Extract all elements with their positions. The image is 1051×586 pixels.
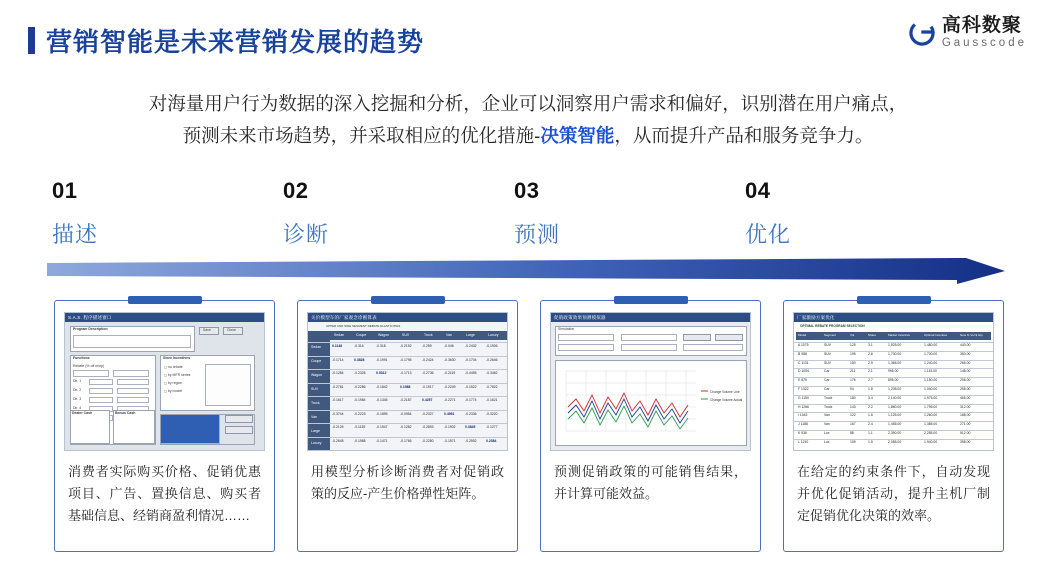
- matrix-cell: -0.2119: [444, 371, 456, 375]
- table-cell: 312.00: [960, 404, 971, 409]
- field-dir2-val[interactable]: [117, 388, 149, 394]
- step-item-03: [514, 178, 745, 249]
- table-row-divider: [794, 439, 993, 440]
- table-cell: 1,455.00: [888, 422, 902, 427]
- step-label: 优化: [745, 222, 792, 247]
- matrix-cell: -0.2592: [465, 438, 477, 443]
- step-item-02: [283, 178, 514, 249]
- screenshot-titlebar: 促销政策效果预测模拟器: [551, 313, 750, 322]
- matrix-cell: -0.1139: [354, 425, 366, 429]
- table-cell: 176: [850, 378, 856, 383]
- table-cell: 465.00: [960, 395, 971, 400]
- table-row-divider: [794, 386, 993, 387]
- table-cell: L 1210: [798, 439, 809, 444]
- matrix-row-divider: [308, 383, 507, 384]
- table-cell: 1.1: [868, 431, 873, 435]
- table-cell: 1,730.00: [888, 351, 902, 356]
- matrix-cell: -0.046: [444, 344, 454, 348]
- card-caption: 用模型分析诊断消费者对促销政策的反应-产生价格弹性矩阵。: [311, 464, 504, 501]
- table-header-cell: Vol: [850, 333, 855, 337]
- table-cell: 995.00: [888, 369, 899, 374]
- table-row-divider: [794, 377, 993, 378]
- card-predict[interactable]: [540, 300, 761, 552]
- step-number: 02: [283, 178, 309, 203]
- list-incentives[interactable]: [205, 364, 251, 406]
- table-cell: 2,055.00: [888, 439, 902, 444]
- table-cell: 2.1: [868, 369, 873, 374]
- table-cell: 255.00: [960, 387, 971, 391]
- table-cell: 1,860.00: [888, 404, 902, 409]
- table-cell: Truck: [824, 404, 833, 409]
- matrix-cell: 0.1148: [332, 344, 343, 348]
- table-cell: 206.00: [960, 378, 971, 383]
- intro-highlight: 决策智能: [540, 125, 615, 146]
- field-rebate[interactable]: [73, 370, 109, 377]
- chart-area: [555, 360, 747, 446]
- screenshot-program-description: [64, 312, 265, 451]
- table-cell: 1,480.00: [924, 343, 938, 347]
- table-cell: 109: [850, 439, 856, 444]
- table-cell: Car: [824, 378, 830, 383]
- matrix-col-5: Truck: [424, 333, 433, 337]
- label-function-row-1: Rebate (% off msrp): [73, 364, 105, 368]
- matrix-row-divider: [308, 410, 507, 411]
- table-header-cell: Model: [798, 333, 807, 337]
- table-cell: 180: [850, 395, 856, 400]
- matrix-cell: -0.2187: [400, 398, 412, 402]
- matrix-cell: -0.1947: [376, 425, 388, 429]
- table-cell: 2.7: [868, 378, 873, 383]
- label-function-row-4: Dir. 3: [73, 397, 82, 401]
- matrix-cell: -0.2893: [422, 425, 434, 429]
- label-incentive-opt-1: ◻ no rebate: [164, 365, 183, 369]
- table-cell: 211: [850, 369, 856, 374]
- matrix-cell: 0.2384: [486, 438, 497, 443]
- table-header-cell: New % Vol $ Grp: [960, 333, 983, 337]
- matrix-row-6: Van: [311, 415, 317, 419]
- matrix-cell: -0.259: [422, 344, 432, 348]
- matrix-cell: -0.2286: [354, 384, 366, 389]
- matrix-row-1: Sedan: [311, 345, 322, 349]
- table-cell: C 1131: [798, 360, 809, 365]
- table-cell: G 1150: [798, 395, 809, 400]
- card-caption: 消费者实际购买价格、促销优惠项目、广告、置换信息、购买者基础信息、经销商盈利情况……: [68, 464, 261, 523]
- matrix-row-7: Large: [311, 429, 320, 433]
- field-dir1-val[interactable]: [117, 379, 149, 385]
- card-tab: [371, 296, 445, 304]
- table-cell: A 1075: [798, 343, 809, 347]
- label-function-row-2: Dir. 1: [73, 379, 82, 383]
- matrix-row-5: Truck: [311, 401, 320, 405]
- table-cell: 1,385.00: [924, 422, 938, 427]
- screenshot-titlebar: S.A.S. 程序描述窗口: [65, 313, 264, 322]
- table-header-cell: Share: [868, 333, 877, 337]
- matrix-col-7: Large: [466, 333, 475, 337]
- label-functions: Functions: [73, 356, 90, 360]
- arrow-icon: [47, 258, 1005, 284]
- matrix-cell: -0.3220: [486, 411, 498, 416]
- card-tab: [614, 296, 688, 304]
- matrix-col-3: Wagon: [378, 333, 389, 337]
- table-row-divider: [794, 404, 993, 405]
- table-cell: 1,795.00: [924, 404, 938, 409]
- screenshot-elasticity-matrix: [307, 312, 508, 451]
- table-cell: 125: [850, 343, 856, 347]
- intro-line-2: [52, 120, 1004, 152]
- table-cell: SUV: [824, 343, 831, 347]
- table-cell: 167: [850, 422, 856, 427]
- label-incentive-opt-4: ◻ by model: [164, 389, 183, 393]
- title-accent-bar: [28, 27, 35, 54]
- matrix-cell: 0.4991: [444, 411, 455, 416]
- table-cell: 2,140.00: [888, 395, 902, 400]
- matrix-row-divider: [308, 396, 507, 397]
- table-cell: Car: [824, 387, 830, 391]
- table-row-divider: [794, 395, 993, 396]
- matrix-cell: -0.1906: [486, 344, 498, 348]
- table-row-divider: [794, 421, 993, 422]
- select-region[interactable]: [621, 344, 677, 351]
- table-cell: Car: [824, 369, 830, 374]
- label-incentive-opt-2: ◻ by MFR series: [164, 373, 191, 377]
- matrix-cell: -0.2271: [444, 398, 456, 402]
- table-cell: 150: [850, 360, 856, 365]
- matrix-row-labels: [308, 340, 330, 450]
- screenshot-body: [65, 322, 264, 450]
- step-number: 01: [52, 178, 78, 203]
- matrix-cell: -0.1895: [376, 411, 388, 416]
- table-cell: 1,700.00: [924, 351, 938, 356]
- table-cell: 1,125.00: [888, 413, 902, 418]
- screenshot-simulator: [550, 312, 751, 451]
- table-cell: 512.00: [960, 431, 971, 435]
- svg-text:Change Volume Actual: Change Volume Actual: [710, 398, 743, 402]
- table-cell: 350.00: [960, 351, 971, 356]
- matrix-cell: -0.2336: [465, 411, 477, 416]
- page-title: 营销智能是未来营销发展的趋势: [46, 26, 425, 57]
- table-subtitle: OPTIMAL REBATE PROGRAM SELECTION: [800, 324, 865, 328]
- matrix-cell: -0.1917: [422, 384, 434, 389]
- matrix-cell: -0.2424: [422, 357, 434, 362]
- field-description: [73, 335, 191, 348]
- matrix-row-4: SUV: [311, 387, 319, 391]
- table-cell: F 1322: [798, 387, 809, 391]
- table-cell: 1,115.00: [924, 369, 937, 374]
- table-header-cell: Optimal Incentive: [924, 333, 948, 337]
- matrix-cell: -0.2648: [332, 438, 344, 443]
- table-cell: E 875: [798, 378, 807, 383]
- table-cell: 148.00: [960, 369, 971, 374]
- matrix-cell: -0.1277: [486, 425, 498, 429]
- button-run[interactable]: [683, 334, 711, 341]
- table-cell: 1,205.00: [888, 387, 902, 391]
- field-dir3[interactable]: [89, 397, 113, 403]
- card-describe[interactable]: [54, 300, 275, 552]
- page-header: [28, 15, 1027, 60]
- step-item-01: [52, 178, 283, 249]
- matrix-cell: -0.2280: [422, 438, 434, 443]
- screenshot-body: [308, 322, 507, 450]
- matrix-row-2: Coupe: [311, 359, 322, 363]
- step-number: 04: [745, 178, 771, 203]
- matrix-row-divider: [308, 369, 507, 370]
- matrix-cell: -0.1774: [465, 398, 477, 402]
- matrix-col-2: Coupe: [356, 333, 367, 337]
- matrix-cell: -0.1571: [444, 438, 456, 443]
- matrix-col-4: SUV: [402, 333, 410, 337]
- table-cell: Van: [824, 422, 830, 427]
- table-cell: 2.4: [868, 422, 873, 427]
- select-model[interactable]: [558, 344, 614, 351]
- table-cell: 1,240.00: [924, 360, 938, 365]
- table-cell: H 1266: [798, 404, 809, 409]
- table-row-divider: [794, 368, 993, 369]
- matrix-cell: -0.4495: [465, 371, 477, 375]
- card-tab: [128, 296, 202, 304]
- matrix-cell: -0.2249: [444, 384, 456, 389]
- table-cell: 2.6: [868, 351, 873, 356]
- matrix-cell: -0.1991: [376, 357, 388, 362]
- screenshot-body: [794, 322, 993, 450]
- field-dir1[interactable]: [89, 379, 113, 385]
- matrix-cell: 0.1988: [400, 384, 411, 389]
- matrix-cell: -0.3462: [486, 371, 498, 375]
- card-caption: 在给定的约束条件下，自动发现并优化促销活动，提升主机厂制定促销优化决策的效率。: [797, 464, 990, 523]
- table-cell: K 936: [798, 431, 807, 435]
- matrix-row-divider: [308, 342, 507, 343]
- table-cell: Truck: [824, 395, 833, 400]
- label-save: Save: [203, 328, 211, 332]
- brand-logo: [909, 16, 1027, 49]
- matrix-cell: 0.5312: [376, 371, 387, 375]
- matrix-cell: -0.7822: [486, 384, 498, 389]
- table-cell: 143: [850, 404, 856, 409]
- field-rebate-2[interactable]: [113, 370, 149, 377]
- matrix-cell: -0.1345: [376, 398, 388, 402]
- table-cell: 122: [850, 413, 856, 418]
- progress-arrow: [47, 258, 1005, 284]
- label-simulation: Simulation: [558, 327, 575, 331]
- matrix-cell: -0.1795: [400, 357, 412, 362]
- card-tab: [857, 296, 931, 304]
- table-cell: 1,975.00: [924, 395, 938, 400]
- table-cell: 1.6: [868, 413, 873, 418]
- card-list: [54, 300, 1004, 552]
- panel-msrp-change: [160, 414, 255, 445]
- table-row-divider: [794, 430, 993, 431]
- matrix-cell: -0.2646: [486, 357, 498, 362]
- table-cell: 271.00: [960, 422, 971, 427]
- button-reset[interactable]: [715, 334, 743, 341]
- matrix-cell: -0.2781: [332, 384, 344, 389]
- table-cell: SUV: [824, 360, 831, 365]
- step-label: 诊断: [283, 222, 330, 247]
- table-cell: 188.00: [960, 413, 971, 418]
- table-cell: 1,365.00: [888, 360, 902, 365]
- matrix-cell: -0.1617: [332, 398, 344, 402]
- label-dealer-cash: Dealer Cash: [72, 411, 93, 415]
- label-bonus-cash: Bonus Cash: [115, 411, 136, 415]
- matrix-cell: -0.1902: [444, 425, 456, 429]
- table-cell: Van: [824, 413, 830, 418]
- matrix-cell: -0.2327: [422, 411, 434, 416]
- matrix-col-8: Luxury: [488, 333, 499, 337]
- label-program-description: Program Description: [73, 327, 108, 331]
- table-cell: 440.00: [960, 343, 971, 347]
- table-row-divider: [794, 342, 993, 343]
- field-dir3-val[interactable]: [117, 397, 149, 403]
- screenshot-titlebar: 关价模型车的厂家观念诊断算表: [308, 313, 507, 322]
- table-cell: D 1004: [798, 369, 809, 374]
- brand-name-en: Gausscode: [941, 36, 1027, 49]
- table-cell: Lux: [824, 439, 830, 444]
- table-cell: 265.00: [960, 360, 971, 365]
- step-item-04: [745, 178, 976, 249]
- screenshot-titlebar: 厂家激励方案优化: [794, 313, 993, 322]
- table-cell: 2,390.00: [888, 431, 902, 435]
- table-cell: SUV: [824, 351, 831, 356]
- matrix-cell: -0.1988: [354, 438, 366, 443]
- matrix-row-divider: [308, 356, 507, 357]
- table-cell: 3.4: [868, 395, 873, 400]
- screenshot-body: [551, 322, 750, 450]
- step-number: 03: [514, 178, 540, 203]
- step-label: 预测: [514, 222, 561, 247]
- matrix-cell: -0.1713: [400, 371, 412, 375]
- card-diagnose[interactable]: [297, 300, 518, 552]
- select-period[interactable]: [621, 334, 677, 341]
- matrix-row-divider: [308, 437, 507, 438]
- matrix-cell: -0.3630: [444, 357, 456, 362]
- matrix-cell: -0.2328: [354, 371, 366, 375]
- matrix-cell: -0.3744: [332, 411, 344, 416]
- table-cell: 1,040.00: [924, 387, 938, 391]
- table-cell: 1.8: [868, 387, 873, 391]
- intro-line-2-post: ，从而提升产品和服务竞争力。: [614, 125, 874, 146]
- table-row-divider: [794, 360, 993, 361]
- matrix-cell: -0.318: [376, 344, 386, 348]
- table-cell: B 988: [798, 351, 807, 356]
- matrix-row-divider: [308, 423, 507, 424]
- matrix-cell: -0.2192: [400, 344, 412, 348]
- matrix-subtitle: UPPER AND SIDE SEGMENT REBATE ELASTICITIES: [326, 324, 401, 328]
- table-cell: J 1188: [798, 422, 808, 427]
- panel-simulation-controls: [555, 326, 747, 356]
- step-list: [52, 178, 1012, 249]
- svg-text:Change Volume Line: Change Volume Line: [710, 390, 740, 394]
- table-header-cell: Segment: [824, 333, 837, 337]
- matrix-cell: -0.1282: [400, 425, 412, 429]
- matrix-cell: -0.1284: [332, 371, 344, 375]
- table-cell: Lux: [824, 431, 830, 435]
- matrix-cell: -0.2736: [422, 371, 434, 375]
- field-result[interactable]: [683, 344, 743, 351]
- step-label: 描述: [52, 222, 99, 247]
- table-row-divider: [794, 351, 993, 352]
- intro-paragraph: [52, 88, 1004, 152]
- matrix-cell: -0.1471: [376, 438, 388, 443]
- brand-logo-text: [942, 16, 1027, 49]
- matrix-cell: 0.3828: [354, 357, 365, 362]
- label-function-row-5: Dir. 4: [73, 406, 82, 410]
- card-optimize[interactable]: [783, 300, 1004, 552]
- intro-line-2-pre: 预测未来市场趋势，并采取相应的优化措施-: [182, 125, 541, 146]
- intro-line-1: 对海量用户行为数据的深入挖掘和分析，企业可以洞察用户需求和偏好，识别潜在用户痛点，: [148, 93, 908, 114]
- table-header-cell: Market Incentive: [888, 333, 911, 337]
- matrix-cell: -0.1714: [332, 357, 344, 362]
- label-incentive-opt-3: ◻ by region: [164, 381, 183, 385]
- matrix-cell: -0.1621: [486, 398, 498, 402]
- field-dir2[interactable]: [89, 388, 113, 394]
- matrix-row-3: Wagon: [311, 373, 322, 377]
- gausscode-logo-icon: [909, 20, 935, 46]
- matrix-row-8: Luxury: [311, 441, 322, 445]
- matrix-cell: 0.4257: [422, 398, 433, 402]
- table-row-divider: [794, 412, 993, 413]
- matrix-cell: -0.316: [354, 344, 364, 348]
- matrix-cell: -0.1842: [376, 384, 388, 389]
- table-cell: 1,525.00: [888, 343, 902, 347]
- select-scenario[interactable]: [558, 334, 614, 341]
- table-cell: 2.2: [868, 404, 873, 409]
- table-cell: 1.5: [868, 439, 873, 444]
- matrix-cell: -0.1984: [354, 398, 366, 402]
- matrix-cell: -0.1766: [400, 438, 412, 443]
- matrix-cell: -0.1522: [465, 384, 477, 389]
- table-cell: I 1043: [798, 413, 808, 418]
- table-cell: 94: [850, 387, 854, 391]
- table-cell: 1,150.00: [924, 378, 938, 383]
- matrix-col-6: Van: [446, 333, 452, 337]
- table-cell: 1,940.00: [924, 439, 938, 444]
- table-cell: 2,285.00: [924, 431, 938, 435]
- matrix-cell: -0.2223: [354, 411, 366, 416]
- table-cell: 88: [850, 431, 854, 435]
- card-caption: 预测促销政策的可能销售结果，并计算可能效益。: [554, 464, 747, 501]
- table-cell: 3.1: [868, 343, 873, 347]
- label-function-row-3: Dir. 2: [73, 388, 82, 392]
- table-cell: 195: [850, 351, 856, 356]
- matrix-col-1: Sedan: [334, 333, 345, 337]
- matrix-cell: -0.1704: [465, 357, 477, 362]
- table-cell: 895.00: [888, 378, 899, 383]
- matrix-cell: -0.2125: [332, 425, 344, 429]
- table-cell: 1,260.00: [924, 413, 938, 418]
- screenshot-optimization-table: [793, 312, 994, 451]
- table-cell: 2.9: [868, 360, 873, 365]
- matrix-cell: 0.3845: [465, 425, 476, 429]
- matrix-cell: -0.0954: [400, 411, 412, 416]
- label-close: Close: [227, 328, 236, 332]
- matrix-cell: -0.2432: [465, 344, 477, 348]
- table-cell: 398.00: [960, 439, 971, 444]
- label-store-incentives: Store Incentives: [163, 356, 191, 360]
- line-chart-icon: [556, 361, 746, 445]
- brand-name-cn: 高科数聚: [941, 15, 1022, 36]
